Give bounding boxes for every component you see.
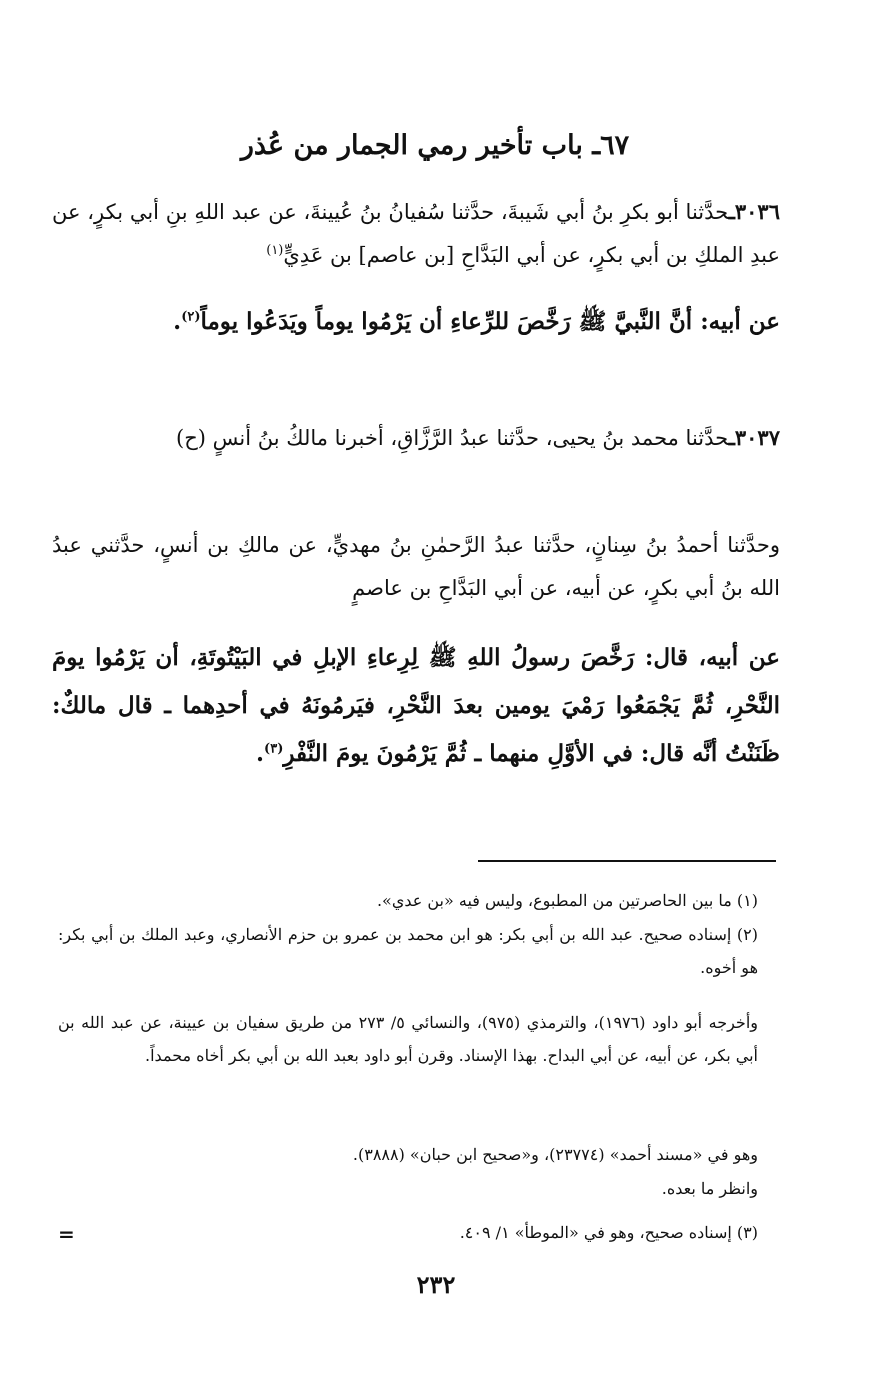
hadith-3036-matn <box>52 298 780 346</box>
footnote-2-paragraph: وأخرجه أبو داود (١٩٧٦)، والترمذي (٩٧٥)، والنسائي ٥/ ٢٧٣ من طريق سفيان بن عيينة، عن عبد الله بن أبي بكر، عن أبيه، عن أبي البداح. بهذا الإسناد. وقرن أبو داود بعبد الله بن أبي بكر أخاه محمداً. <box>58 1013 758 1065</box>
continuation-mark: = <box>58 1222 75 1246</box>
footnote-ref: (١) <box>266 243 284 258</box>
isnad-text: حدَّثنا محمد بنُ يحيى، حدَّثنا عبدُ الرَّزَّاقِ، أخبرنا مالكُ بنُ أنسٍ (ح) <box>176 426 729 450</box>
isnad-text: وحدَّثنا أحمدُ بنُ سِنانٍ، حدَّثنا عبدُ الرَّحمٰنِ بنُ مهديٍّ، عن مالكِ بن أنسٍ، حدَّثني عبدُ الله بنُ أبي بكرٍ، عن أبيه، عن أبي البَدَّاحِ بن عاصمٍ <box>52 533 780 600</box>
hadith-3036-isnad <box>52 190 780 277</box>
hadith-3037-isnad-2 <box>52 524 780 610</box>
footnote-3: (٣) إسناده صحيح، وهو في «الموطأ» ١/ ٤٠٩. <box>459 1223 758 1242</box>
footnote-separator <box>478 860 776 862</box>
hadith-3037-isnad <box>52 416 780 460</box>
matn-text: عن أبيه: أنَّ النَّبيَّ ﷺ رَخَّصَ للرِّعاءِ أن يَرْمُوا يوماً ويَدَعُوا يوماً <box>200 308 780 335</box>
chapter-title: ٦٧ـ باب تأخير رمي الجمار من عُذر <box>240 130 630 161</box>
footnote-2-paragraph: وهو في «مسند أحمد» (٢٣٧٧٤)، و«صحيح ابن حبان» (٣٨٨٨). <box>352 1145 758 1164</box>
footnote-ref: (٣) <box>264 741 284 757</box>
footnote-ref: (٢) <box>181 309 201 325</box>
hadith-number: ٣٠٣٧ـ <box>728 425 780 450</box>
footnote-2-paragraph: وانظر ما بعده. <box>661 1179 758 1198</box>
hadith-3037-matn <box>52 634 780 778</box>
footnote-1: (١) ما بين الحاصرتين من المطبوع، وليس فيه «بن عدي». <box>376 891 758 910</box>
footnote-2: (٢) إسناده صحيح. عبد الله بن أبي بكر: هو ابن محمد بن عمرو بن حزم الأنصاري، وعبد الملك بن أبي بكر: هو أخوه. <box>58 925 758 977</box>
matn-end: . <box>256 740 265 767</box>
hadith-number: ٣٠٣٦ـ <box>728 199 780 224</box>
isnad-text: حدَّثنا أبو بكرِ بنُ أبي شَيبةَ، حدَّثنا سُفيانُ بنُ عُيينةَ، عن عبد اللهِ بنِ أبي بكرٍ، عن عبدِ الملكِ بن أبي بكرٍ، عن أبي البَدَّاحِ [بن عاصم] بن عَدِيٍّ <box>52 200 780 267</box>
matn-text: عن أبيه، قال: رَخَّصَ رسولُ اللهِ ﷺ لِرِعاءِ الإبلِ في البَيْتُوتَةِ، أن يَرْمُوا يومَ النَّحْرِ، ثُمَّ يَجْمَعُوا رَمْيَ يومين بعدَ النَّحْرِ، فيَرمُونَهُ في أحدِهما ـ قال مالكٌ: ظَنَنْتُ أنَّه قال: في الأوَّلِ منهما ـ ثُمَّ يَرْمُونَ يومَ النَّفْرِ <box>52 644 780 767</box>
page-number: ٢٣٢ <box>416 1270 456 1299</box>
matn-end: . <box>173 308 182 335</box>
